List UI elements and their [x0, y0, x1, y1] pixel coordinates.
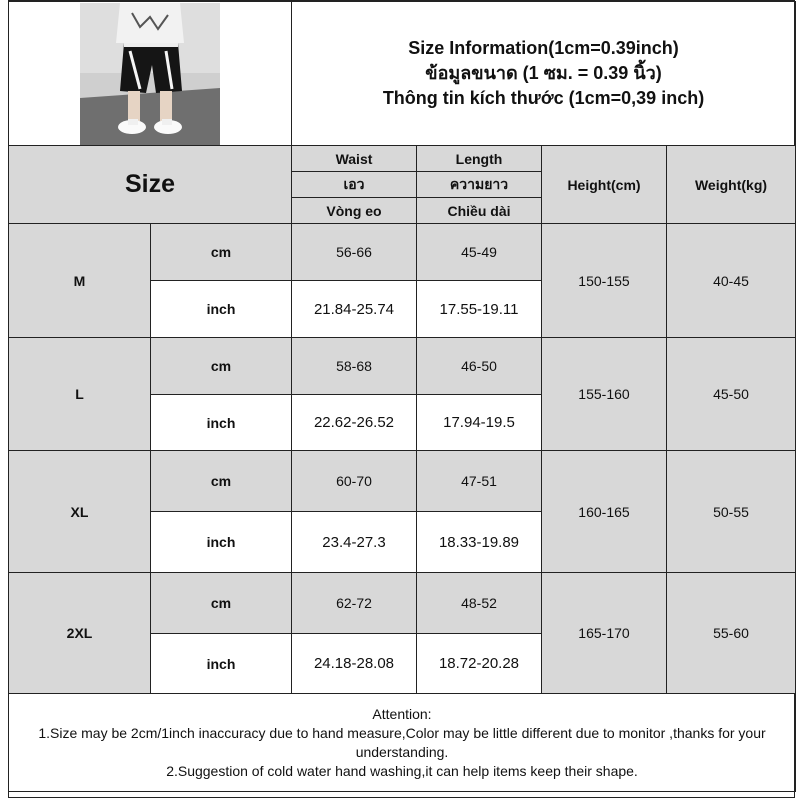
length-inch-xl: 18.33-19.89: [417, 512, 542, 573]
waist-inch-m: 21.84-25.74: [292, 281, 417, 338]
unit-cm: cm: [151, 451, 292, 512]
waist-cm-2xl: 62-72: [292, 573, 417, 634]
attention-notes: [9, 694, 796, 792]
unit-inch: inch: [151, 395, 292, 451]
weight-2xl: 55-60: [667, 573, 796, 694]
attention-note-1: 1.Size may be 2cm/1inch inaccuracy due to hand measure,Color may be little different due to monitor ,thanks for your understanding.: [38, 724, 766, 760]
length-cm-2xl: 48-52: [417, 573, 542, 634]
length-cm-l: 46-50: [417, 338, 542, 395]
length-header-vi: Chiều dài: [417, 198, 542, 224]
height-header: Height(cm): [542, 146, 667, 224]
unit-cm: cm: [151, 338, 292, 395]
weight-m: 40-45: [667, 224, 796, 338]
length-cm-xl: 47-51: [417, 451, 542, 512]
size-chart-sheet: [8, 0, 795, 798]
size-column-header: Size: [9, 146, 292, 224]
waist-header-vi: Vòng eo: [292, 198, 417, 224]
height-2xl: 165-170: [542, 573, 667, 694]
length-header-th: ความยาว: [417, 172, 542, 198]
waist-header-th: เอว: [292, 172, 417, 198]
attention-title: Attention:: [372, 705, 432, 722]
height-m: 150-155: [542, 224, 667, 338]
table-row: [9, 573, 796, 634]
height-l: 155-160: [542, 338, 667, 451]
attention-note-2: 2.Suggestion of cold water hand washing,it can help items keep their shape.: [166, 762, 638, 779]
length-inch-l: 17.94-19.5: [417, 395, 542, 451]
size-label-m: M: [9, 224, 151, 338]
unit-cm: cm: [151, 224, 292, 281]
weight-l: 45-50: [667, 338, 796, 451]
size-table: [8, 1, 796, 792]
table-row: [9, 451, 796, 512]
length-cm-m: 45-49: [417, 224, 542, 281]
waist-inch-l: 22.62-26.52: [292, 395, 417, 451]
length-inch-m: 17.55-19.11: [417, 281, 542, 338]
unit-cm: cm: [151, 573, 292, 634]
height-xl: 160-165: [542, 451, 667, 573]
table-row: [9, 338, 796, 395]
product-photo-cell: [9, 2, 292, 146]
title-thai: ข้อมูลขนาด (1 ซม. = 0.39 นิ้ว): [425, 63, 662, 83]
waist-header-en: Waist: [292, 146, 417, 172]
title-vietnamese: Thông tin kích thước (1cm=0,39 inch): [382, 88, 705, 108]
length-header-en: Length: [417, 146, 542, 172]
size-label-xl: XL: [9, 451, 151, 573]
weight-header: Weight(kg): [667, 146, 796, 224]
waist-inch-xl: 23.4-27.3: [292, 512, 417, 573]
size-label-l: L: [9, 338, 151, 451]
unit-inch: inch: [151, 634, 292, 694]
waist-cm-m: 56-66: [292, 224, 417, 281]
weight-xl: 50-55: [667, 451, 796, 573]
unit-inch: inch: [151, 512, 292, 573]
waist-inch-2xl: 24.18-28.08: [292, 634, 417, 694]
size-info-title: [292, 2, 796, 146]
waist-cm-xl: 60-70: [292, 451, 417, 512]
length-inch-2xl: 18.72-20.28: [417, 634, 542, 694]
product-photo: [80, 3, 220, 145]
table-row: [9, 224, 796, 281]
size-label-2xl: 2XL: [9, 573, 151, 694]
waist-cm-l: 58-68: [292, 338, 417, 395]
title-english: Size Information(1cm=0.39inch): [408, 38, 679, 58]
unit-inch: inch: [151, 281, 292, 338]
